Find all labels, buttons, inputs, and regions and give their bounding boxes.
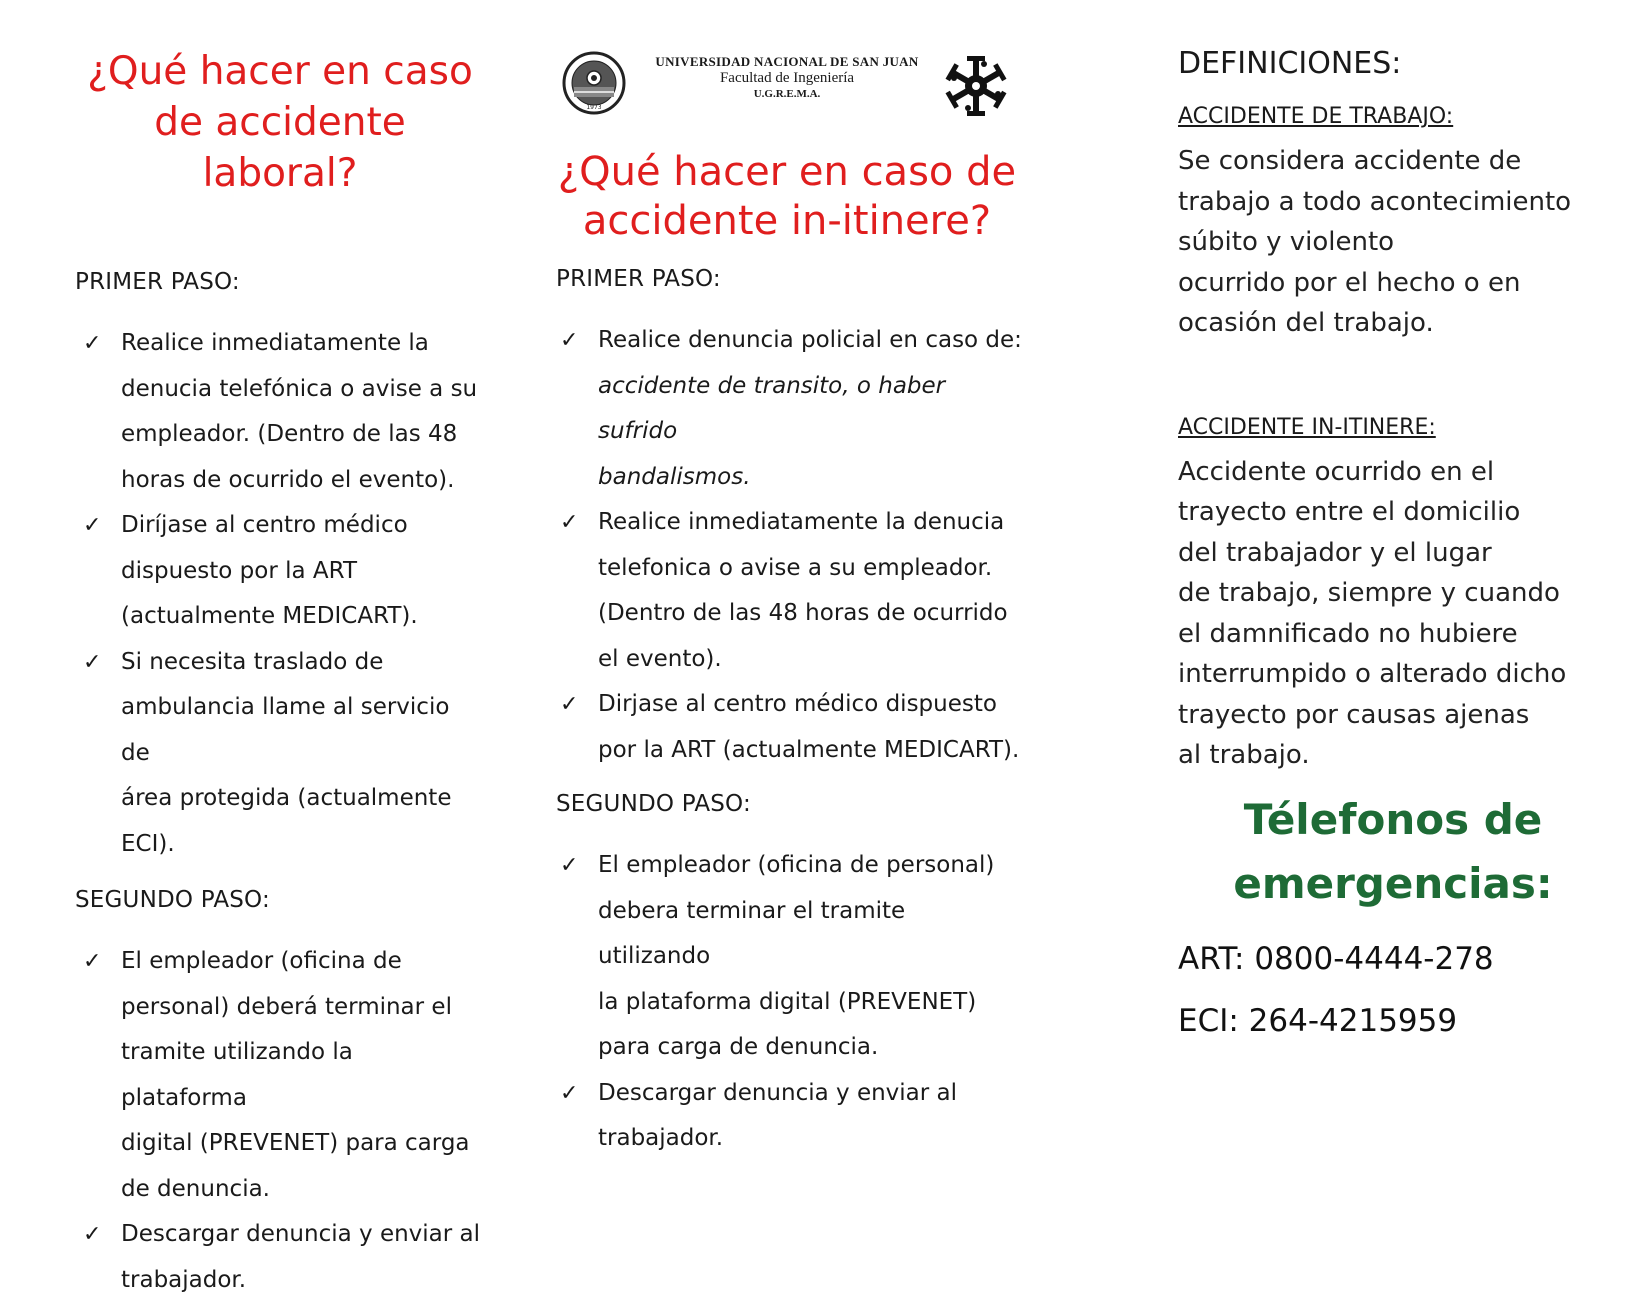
item-line: telefonica o avise a su empleador. [598,554,993,581]
def-itinere-title: ACCIDENTE IN-ITINERE: [1178,414,1436,440]
checkmark-icon: ✓ [83,513,102,538]
left-step2-label: SEGUNDO PASO: [75,887,270,913]
definition-line: interrumpido o alterado dicho [1178,659,1567,689]
definition-line: al trabajo. [1178,740,1310,770]
definition-line: ocasión del trabajo. [1178,308,1434,338]
checkmark-icon: ✓ [560,510,579,535]
right-column [1178,0,1608,1039]
item-line: El empleador (oficina de personal) [598,852,995,878]
left-step1-label: PRIMER PASO: [75,269,240,295]
item-line: digital (PREVENET) para carga [121,1130,470,1156]
middle-title-line1: ¿Qué hacer en caso de [557,149,1017,195]
middle-step2-list [552,843,1022,1162]
middle-step2-label: SEGUNDO PASO: [556,791,751,817]
def-trabajo-body [1178,141,1608,344]
item-line: ambulancia llame al servicio de [121,694,450,766]
checkmark-icon: ✓ [560,692,579,717]
middle-step1-list-rest [552,500,1022,773]
list-item [75,321,485,503]
unit-name: U.G.R.E.M.A. [753,88,821,100]
definition-line: Accidente ocurrido en el [1178,456,1495,487]
item-line: (Dentro de las 48 horas de ocurrido [598,600,1008,626]
item-line: Realice denuncia policial en caso de: [598,327,1022,353]
list-item [75,939,485,1212]
item-line: trabajador. [598,1125,724,1151]
checkmark-icon: ✓ [560,328,579,353]
phones-title [1178,788,1608,916]
middle-title [552,148,1022,246]
item-line: para carga de denuncia. [598,1034,879,1060]
item-line: Descargar denuncia y enviar al [598,1079,958,1106]
checkmark-icon: ✓ [83,949,102,974]
phones-title-line1: Télefonos de [1243,794,1543,844]
item-line: ECI). [121,830,175,857]
left-step1-list [75,321,485,867]
definition-line: trayecto por causas ajenas [1178,699,1530,730]
list-item [552,1071,1022,1162]
item-line: Si necesita traslado de [121,648,384,675]
phone-eci[interactable]: ECI: 264-4215959 [1178,1002,1458,1039]
item-line: Descargar denuncia y enviar al [121,1221,481,1247]
item-line: Dirjase al centro médico dispuesto [598,691,997,717]
item-line-italic: bandalismos. [598,463,751,490]
definition-line: ocurrido por el hecho o en [1178,267,1521,298]
left-column [75,0,485,1303]
left-title-line1: ¿Qué hacer en caso [87,49,473,94]
university-name: UNIVERSIDAD NACIONAL DE SAN JUAN [655,54,919,69]
list-item [552,318,1022,500]
item-line: Realice inmediatamente la denucia [598,509,1005,535]
list-item [552,500,1022,682]
phone-art[interactable]: ART: 0800-4444-278 [1178,940,1494,977]
definition-line: el damnificado no hubiere [1178,618,1518,649]
list-item [552,682,1022,773]
middle-column [552,0,1022,1162]
item-line: trabajador. [121,1266,247,1293]
item-line: tramite utilizando la plataforma [121,1039,353,1111]
left-title [75,46,485,199]
middle-step1-label: PRIMER PASO: [556,266,721,292]
definition-line: trabajo a todo acontecimiento [1178,186,1572,217]
seal-year: 1973 [586,104,602,111]
item-line: la plataforma digital (PREVENET) [598,988,977,1015]
item-line: denucia telefónica o avise a su [121,375,478,402]
item-line: dispuesto por la ART [121,557,358,584]
middle-step1-list [552,318,1022,500]
checkmark-icon: ✓ [560,853,579,878]
faculty-name: Facultad de Ingeniería [719,70,855,86]
item-line: por la ART (actualmente MEDICART). [598,736,1020,763]
checkmark-icon: ✓ [83,649,102,675]
list-item [75,1212,485,1303]
item-line: (actualmente MEDICART). [121,603,418,629]
checkmark-icon: ✓ [83,1222,102,1247]
definition-line: del trabajador y el lugar [1178,537,1492,568]
item-line: debera terminar el tramite utilizando [598,897,906,969]
def-trabajo-title: ACCIDENTE DE TRABAJO: [1178,104,1454,129]
item-line: personal) deberá terminar el [121,993,452,1020]
left-title-line2: de accidente laboral? [154,100,406,196]
item-line: Realice inmediatamente la [121,330,429,356]
left-step2-list [75,939,485,1303]
checkmark-icon: ✓ [83,331,102,356]
definition-line: trayecto entre el domicilio [1178,497,1521,527]
item-line: el evento). [598,645,722,672]
list-item [75,640,485,868]
item-line: de denuncia. [121,1175,270,1202]
item-line: área protegida (actualmente [121,785,452,811]
item-line: horas de ocurrido el evento). [121,466,455,493]
item-line: empleador. (Dentro de las 48 [121,421,458,447]
item-line-italic: accidente de transito, o haber sufrido [598,372,946,444]
item-line: El empleador (oficina de [121,948,402,974]
middle-title-line2: accidente in-itinere? [582,198,992,244]
phones-title-line2: emergencias: [1233,858,1553,908]
definition-line: súbito y violento [1178,227,1395,257]
definition-line: de trabajo, siempre y cuando [1178,578,1560,608]
list-item [552,843,1022,1071]
item-line: Diríjase al centro médico [121,512,408,538]
list-item [75,503,485,640]
definition-line: Se considera accidente de [1178,146,1522,176]
checkmark-icon: ✓ [560,1080,579,1106]
def-itinere-body [1178,452,1608,776]
definitions-title: DEFINICIONES: [1178,46,1402,81]
